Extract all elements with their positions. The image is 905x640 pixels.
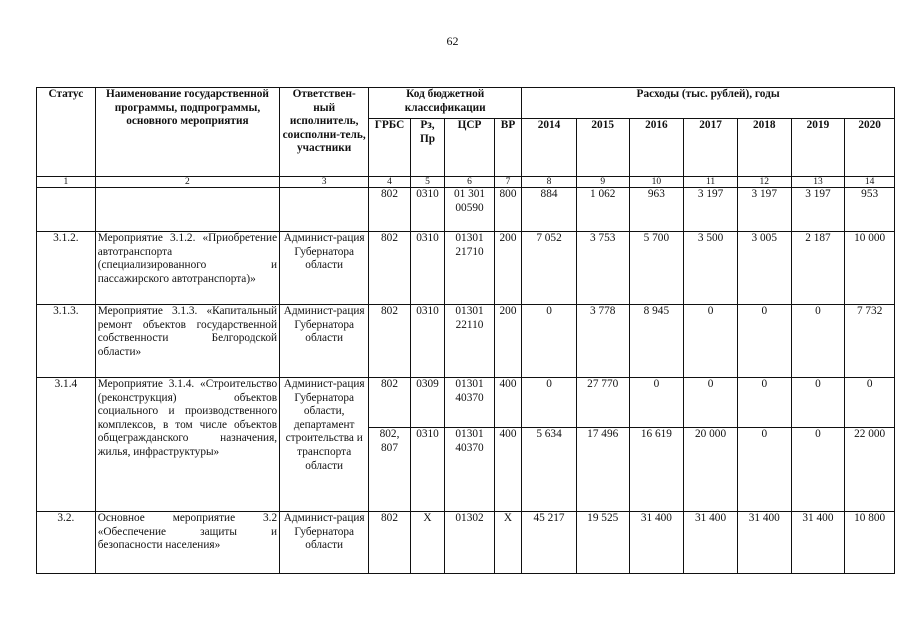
row-value: 0 <box>684 305 738 378</box>
row-value: 3 197 <box>684 188 738 232</box>
row-name <box>95 188 279 232</box>
row-executor: Админист-рация Губернатора области <box>280 512 369 574</box>
row-status: 3.1.3. <box>37 305 96 378</box>
row-value: 10 800 <box>845 512 895 574</box>
table-row <box>37 305 895 378</box>
row-value: 31 400 <box>791 512 845 574</box>
row-value: 45 217 <box>522 512 577 574</box>
header-year: 2014 <box>522 119 577 177</box>
row-csr: 01302 <box>445 512 495 574</box>
row-value: 0 <box>629 378 684 428</box>
page-number: 62 <box>446 34 459 48</box>
row-rzpr: 0310 <box>410 428 444 512</box>
row-value: 16 619 <box>629 428 684 512</box>
row-value: 0 <box>845 378 895 428</box>
row-value: 7 052 <box>522 232 577 305</box>
header-year: 2019 <box>791 119 845 177</box>
column-index: 2 <box>95 177 279 188</box>
column-index: 1 <box>37 177 96 188</box>
header-year: 2017 <box>684 119 738 177</box>
row-value: 31 400 <box>737 512 791 574</box>
row-executor: Админист-рация Губернатора области, департамент строительства и транспорта области <box>280 378 369 512</box>
column-index: 7 <box>494 177 521 188</box>
row-value: 7 732 <box>845 305 895 378</box>
row-value: 953 <box>845 188 895 232</box>
row-rzpr: 0310 <box>410 305 444 378</box>
header-year: 2020 <box>845 119 895 177</box>
header-name: Наименование государственной программы, подпрограммы, основного мероприятия <box>95 88 279 177</box>
header-budget-code: Код бюджетной классификации <box>369 88 522 119</box>
header-csr: ЦСР <box>445 119 495 177</box>
row-value: 0 <box>737 428 791 512</box>
header-row-1 <box>37 88 895 119</box>
row-value: 1 062 <box>576 188 629 232</box>
row-value: 20 000 <box>684 428 738 512</box>
table-row <box>37 512 895 574</box>
header-vr: ВР <box>494 119 521 177</box>
row-name: Мероприятие 3.1.4. «Строительство (реконструкция) объектов социального и производственного комплексов, в том числе объектов общегражданского назначения, жилья, инфраструктуры» <box>95 378 279 512</box>
row-rzpr: 0309 <box>410 378 444 428</box>
column-index: 3 <box>280 177 369 188</box>
row-value: 3 197 <box>737 188 791 232</box>
header-grbs: ГРБС <box>369 119 411 177</box>
row-status: 3.1.2. <box>37 232 96 305</box>
row-rzpr: 0310 <box>410 232 444 305</box>
row-csr: 01301 40370 <box>445 428 495 512</box>
row-vr: 200 <box>494 232 521 305</box>
row-vr: 400 <box>494 428 521 512</box>
row-vr: 400 <box>494 378 521 428</box>
row-value: 0 <box>791 305 845 378</box>
row-value: 0 <box>684 378 738 428</box>
row-grbs: 802 <box>369 512 411 574</box>
row-value: 3 778 <box>576 305 629 378</box>
row-csr: 01301 40370 <box>445 378 495 428</box>
row-executor <box>280 188 369 232</box>
row-grbs: 802 <box>369 305 411 378</box>
row-rzpr: Х <box>410 512 444 574</box>
row-value: 22 000 <box>845 428 895 512</box>
header-expenses: Расходы (тыс. рублей), годы <box>522 88 895 119</box>
column-index: 14 <box>845 177 895 188</box>
row-value: 0 <box>791 428 845 512</box>
column-index: 4 <box>369 177 411 188</box>
row-value: 0 <box>522 305 577 378</box>
row-value: 5 634 <box>522 428 577 512</box>
row-value: 884 <box>522 188 577 232</box>
header-year: 2016 <box>629 119 684 177</box>
column-index-row <box>37 177 895 188</box>
budget-table <box>36 87 895 574</box>
row-name: Основное мероприятие 3.2 «Обеспечение защиты и безопасности населения» <box>95 512 279 574</box>
column-index: 6 <box>445 177 495 188</box>
row-vr: Х <box>494 512 521 574</box>
row-csr: 01301 21710 <box>445 232 495 305</box>
row-value: 0 <box>791 378 845 428</box>
row-value: 0 <box>737 305 791 378</box>
row-value: 2 187 <box>791 232 845 305</box>
row-name: Мероприятие 3.1.2. «Приобретение автотранспорта (специализированного и пассажирского автотранспорта)» <box>95 232 279 305</box>
column-index: 8 <box>522 177 577 188</box>
row-value: 19 525 <box>576 512 629 574</box>
row-value: 963 <box>629 188 684 232</box>
row-csr: 01301 22110 <box>445 305 495 378</box>
table-row <box>37 188 895 232</box>
header-year: 2018 <box>737 119 791 177</box>
column-index: 13 <box>791 177 845 188</box>
row-value: 17 496 <box>576 428 629 512</box>
row-grbs: 802 <box>369 378 411 428</box>
row-status: 3.1.4 <box>37 378 96 512</box>
row-executor: Админист-рация Губернатора области <box>280 232 369 305</box>
header-year: 2015 <box>576 119 629 177</box>
row-grbs: 802, 807 <box>369 428 411 512</box>
row-value: 5 700 <box>629 232 684 305</box>
column-index: 5 <box>410 177 444 188</box>
header-executor: Ответствен-ный исполнитель, соисполни-тель, участники <box>280 88 369 177</box>
row-value: 8 945 <box>629 305 684 378</box>
row-value: 0 <box>522 378 577 428</box>
header-rzpr: Рз, Пр <box>410 119 444 177</box>
row-vr: 200 <box>494 305 521 378</box>
row-status: 3.2. <box>37 512 96 574</box>
column-index: 11 <box>684 177 738 188</box>
row-rzpr: 0310 <box>410 188 444 232</box>
row-value: 3 753 <box>576 232 629 305</box>
row-value: 3 197 <box>791 188 845 232</box>
row-vr: 800 <box>494 188 521 232</box>
header-status: Статус <box>37 88 96 177</box>
row-value: 0 <box>737 378 791 428</box>
row-grbs: 802 <box>369 188 411 232</box>
row-csr: 01 301 00590 <box>445 188 495 232</box>
row-value: 10 000 <box>845 232 895 305</box>
row-value: 3 500 <box>684 232 738 305</box>
row-value: 31 400 <box>684 512 738 574</box>
column-index: 9 <box>576 177 629 188</box>
row-value: 31 400 <box>629 512 684 574</box>
row-status <box>37 188 96 232</box>
column-index: 12 <box>737 177 791 188</box>
row-grbs: 802 <box>369 232 411 305</box>
row-value: 27 770 <box>576 378 629 428</box>
column-index: 10 <box>629 177 684 188</box>
row-executor: Админист-рация Губернатора области <box>280 305 369 378</box>
table-row <box>37 232 895 305</box>
row-value: 3 005 <box>737 232 791 305</box>
row-name: Мероприятие 3.1.3. «Капитальный ремонт объектов государственной собственности Белгородской области» <box>95 305 279 378</box>
table-row <box>37 378 895 428</box>
